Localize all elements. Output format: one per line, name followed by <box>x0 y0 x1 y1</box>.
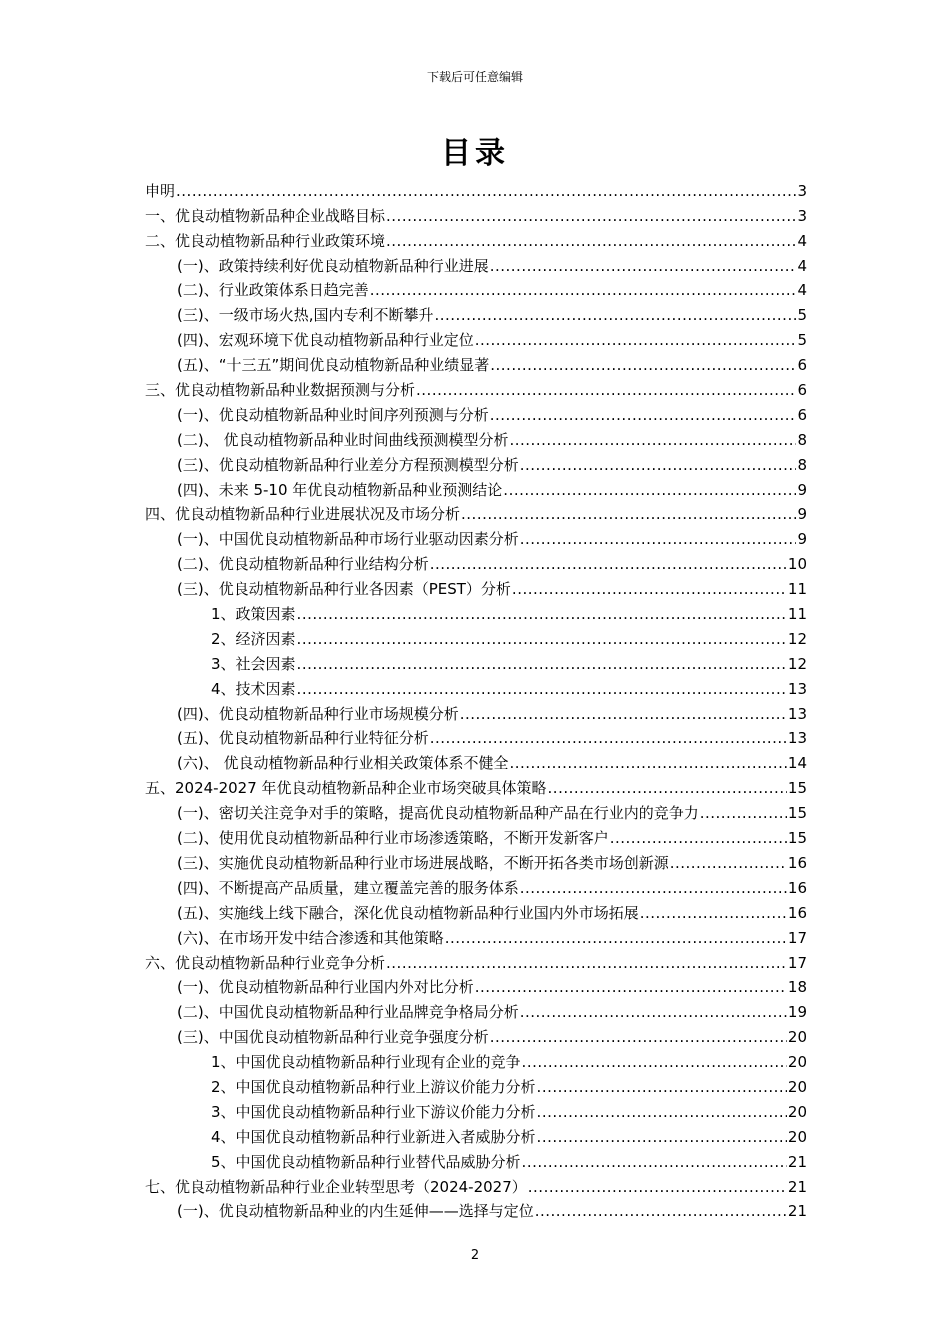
toc-entry-title: (三)、中国优良动植物新品种行业竞争强度分析 <box>177 1028 489 1047</box>
toc-leader-dots <box>370 280 797 300</box>
toc-leader-dots <box>700 803 787 823</box>
toc-entry-title: 五、2024-2027 年优良动植物新品种企业市场突破具体策略 <box>145 779 547 798</box>
toc-entry[interactable] <box>145 176 807 201</box>
toc-entry-title: 申明 <box>145 181 176 200</box>
toc-leader-dots <box>386 953 787 973</box>
toc-entry[interactable] <box>145 748 807 773</box>
toc-leader-dots <box>386 206 796 226</box>
toc-entry[interactable] <box>145 201 807 226</box>
toc-leader-dots <box>537 1077 787 1097</box>
toc-entry-page: 17 <box>787 928 807 947</box>
toc-entry-title: 四、优良动植物新品种行业进展状况及市场分析 <box>145 505 461 524</box>
toc-entry-title: (五)、优良动植物新品种行业特征分析 <box>177 729 429 748</box>
toc-entry[interactable] <box>145 574 807 599</box>
toc-entry[interactable] <box>145 624 807 649</box>
toc-leader-dots <box>520 878 787 898</box>
toc-entry-title: (三)、优良动植物新品种行业各因素（PEST）分析 <box>177 580 511 599</box>
toc-entry-page: 12 <box>787 629 807 648</box>
toc-leader-dots <box>445 928 787 948</box>
toc-leader-dots <box>537 1102 787 1122</box>
toc-entry-page: 20 <box>787 1102 807 1121</box>
toc-entry[interactable] <box>145 549 807 574</box>
toc-entry-title: (三)、优良动植物新品种行业差分方程预测模型分析 <box>177 455 519 474</box>
toc-entry[interactable] <box>145 276 807 301</box>
toc-entry-page: 12 <box>787 654 807 673</box>
toc-entry-title: (六)、在市场开发中结合渗透和其他策略 <box>177 928 444 947</box>
toc-leader-dots <box>509 430 796 450</box>
page-number: 2 <box>470 1248 480 1263</box>
toc-entry-title: (四)、优良动植物新品种行业市场规模分析 <box>177 704 459 723</box>
toc-entry[interactable] <box>145 798 807 823</box>
toc-entry[interactable] <box>145 524 807 549</box>
header-note: 下载后可任意编辑 <box>426 70 523 84</box>
toc-leader-dots <box>610 828 787 848</box>
toc-entry-title: (六)、 优良动植物新品种行业相关政策体系不健全 <box>177 754 509 773</box>
toc-entry-title: (四)、未来 5-10 年优良动植物新品种业预测结论 <box>177 480 503 499</box>
toc-leader-dots <box>520 455 797 475</box>
toc-leader-dots <box>475 330 797 350</box>
toc-leader-dots <box>416 380 796 400</box>
toc-entry-page: 6 <box>797 381 807 400</box>
toc-entry[interactable] <box>145 699 807 724</box>
toc-entry-page: 16 <box>787 853 807 872</box>
toc-leader-dots <box>640 903 787 923</box>
toc-entry[interactable] <box>145 350 807 375</box>
toc-leader-dots <box>520 1002 787 1022</box>
toc-entry-title: 二、优良动植物新品种行业政策环境 <box>145 231 386 250</box>
toc-entry[interactable] <box>145 400 807 425</box>
toc-entry[interactable] <box>145 724 807 749</box>
toc-entry[interactable] <box>145 1197 807 1222</box>
toc-entry[interactable] <box>145 674 807 699</box>
toc-entry-page: 19 <box>787 1003 807 1022</box>
toc-entry-title: (二)、使用优良动植物新品种行业市场渗透策略，不断开发新客户 <box>177 829 609 848</box>
toc-leader-dots <box>475 977 787 997</box>
toc-entry-title: 七、优良动植物新品种行业企业转型思考（2024-2027） <box>145 1177 527 1196</box>
toc-entry-title: 3、社会因素 <box>211 654 296 673</box>
toc-entry-title: 1、中国优良动植物新品种行业现有企业的竞争 <box>211 1053 521 1072</box>
toc-title: 目录 <box>441 136 509 171</box>
toc-entry-page: 21 <box>787 1152 807 1171</box>
toc-entry[interactable] <box>145 997 807 1022</box>
toc-entry-title: 5、中国优良动植物新品种行业替代品威胁分析 <box>211 1152 521 1171</box>
toc-entry-page: 13 <box>787 679 807 698</box>
toc-entry[interactable] <box>145 823 807 848</box>
toc-entry-title: (四)、不断提高产品质量，建立覆盖完善的服务体系 <box>177 878 519 897</box>
toc-entry-title: (一)、政策持续利好优良动植物新品种行业进展 <box>177 256 489 275</box>
toc-leader-dots <box>430 554 787 574</box>
toc-leader-dots <box>670 853 787 873</box>
toc-entry-page: 14 <box>787 754 807 773</box>
toc-leader-dots <box>490 355 796 375</box>
toc-entry-page: 9 <box>797 505 807 524</box>
toc-leader-dots <box>522 1052 787 1072</box>
toc-leader-dots <box>490 405 797 425</box>
toc-entry-title: (三)、实施优良动植物新品种行业市场进展战略，不断开拓各类市场创新源 <box>177 853 669 872</box>
toc-leader-dots <box>430 728 787 748</box>
toc-entry-title: (二)、优良动植物新品种行业结构分析 <box>177 555 429 574</box>
toc-entry-title: (一)、密切关注竞争对手的策略，提高优良动植物新品种产品在行业内的竞争力 <box>177 804 699 823</box>
toc-entry[interactable] <box>145 1047 807 1072</box>
toc-entry[interactable] <box>145 226 807 251</box>
toc-entry-page: 20 <box>787 1127 807 1146</box>
toc-entry-page: 8 <box>797 430 807 449</box>
toc-entry-title: 4、技术因素 <box>211 679 296 698</box>
toc-leader-dots <box>297 654 787 674</box>
toc-entry-title: (二)、行业政策体系日趋完善 <box>177 281 369 300</box>
toc-leader-dots <box>460 704 787 724</box>
toc-leader-dots <box>528 1177 787 1197</box>
toc-leader-dots <box>535 1201 787 1221</box>
toc-entry-page: 20 <box>787 1028 807 1047</box>
toc-leader-dots <box>490 1027 787 1047</box>
toc-entry-page: 11 <box>787 580 807 599</box>
toc-entry-page: 4 <box>797 256 807 275</box>
toc-entry-page: 21 <box>787 1202 807 1221</box>
toc-leader-dots <box>522 1152 787 1172</box>
toc-entry-title: 六、优良动植物新品种行业竞争分析 <box>145 953 386 972</box>
toc-entry-page: 5 <box>797 306 807 325</box>
toc-entry[interactable] <box>145 973 807 998</box>
toc-leader-dots <box>503 480 796 500</box>
toc-entry-title: (五)、“十三五”期间优良动植物新品种业绩显著 <box>177 356 490 375</box>
toc-entry-page: 6 <box>797 405 807 424</box>
toc-entry-title: (三)、一级市场火热,国内专利不断攀升 <box>177 306 434 325</box>
toc-entry-title: (一)、优良动植物新品种行业国内外对比分析 <box>177 978 474 997</box>
toc-entry-page: 9 <box>797 480 807 499</box>
toc-entry[interactable] <box>145 251 807 276</box>
toc-entry[interactable] <box>145 599 807 624</box>
toc-leader-dots <box>490 256 797 276</box>
toc-entry-page: 16 <box>787 878 807 897</box>
toc-leader-dots <box>461 504 796 524</box>
toc-entry-page: 17 <box>787 953 807 972</box>
toc-entry-page: 16 <box>787 903 807 922</box>
toc-entry[interactable] <box>145 300 807 325</box>
toc-entry[interactable] <box>145 873 807 898</box>
toc-entry-title: 1、政策因素 <box>211 605 296 624</box>
toc-entry[interactable] <box>145 1147 807 1172</box>
toc-entry[interactable] <box>145 848 807 873</box>
toc-entry[interactable] <box>145 325 807 350</box>
toc-entry[interactable] <box>145 450 807 475</box>
toc-entry-page: 15 <box>787 804 807 823</box>
toc-entry-page: 9 <box>797 530 807 549</box>
toc-leader-dots <box>509 753 786 773</box>
toc-entry-page: 13 <box>787 704 807 723</box>
toc-entry-page: 20 <box>787 1053 807 1072</box>
toc-leader-dots <box>176 181 796 201</box>
toc-entry[interactable] <box>145 898 807 923</box>
toc-entry-title: 一、优良动植物新品种企业战略目标 <box>145 206 386 225</box>
toc-entry-title: (五)、实施线上线下融合，深化优良动植物新品种行业国内外市场拓展 <box>177 903 639 922</box>
toc-entry-page: 11 <box>787 605 807 624</box>
toc-entry-page: 13 <box>787 729 807 748</box>
toc-entry[interactable] <box>145 923 807 948</box>
toc-entry-title: 三、优良动植物新品种业数据预测与分析 <box>145 381 416 400</box>
toc-entry[interactable] <box>145 425 807 450</box>
toc-entry-page: 8 <box>797 455 807 474</box>
toc-entry-title: 2、经济因素 <box>211 629 296 648</box>
toc-entry-page: 3 <box>797 181 807 200</box>
toc-entry[interactable] <box>145 1072 807 1097</box>
toc-entry-page: 4 <box>797 281 807 300</box>
toc-entry-page: 18 <box>787 978 807 997</box>
toc-leader-dots <box>297 604 787 624</box>
toc-entry[interactable] <box>145 1097 807 1122</box>
toc-entry-page: 15 <box>787 779 807 798</box>
toc-leader-dots <box>520 529 797 549</box>
toc-entry-title: (一)、优良动植物新品种业的内生延伸——选择与定位 <box>177 1202 534 1221</box>
toc-entry-title: (二)、中国优良动植物新品种行业品牌竞争格局分析 <box>177 1003 519 1022</box>
toc-entry-page: 3 <box>797 206 807 225</box>
toc-leader-dots <box>548 778 787 798</box>
toc-entry-title: (一)、优良动植物新品种业时间序列预测与分析 <box>177 405 489 424</box>
toc-leader-dots <box>512 579 787 599</box>
toc-entry[interactable] <box>145 773 807 798</box>
toc-leader-dots <box>386 231 796 251</box>
toc-entry[interactable] <box>145 475 807 500</box>
toc-entry-title: 4、中国优良动植物新品种行业新进入者威胁分析 <box>211 1127 536 1146</box>
toc-entry[interactable] <box>145 500 807 525</box>
toc-entry-title: (二)、 优良动植物新品种业时间曲线预测模型分析 <box>177 430 509 449</box>
toc-entry-page: 21 <box>787 1177 807 1196</box>
toc-leader-dots <box>434 305 796 325</box>
toc-entry-title: (一)、中国优良动植物新品种市场行业驱动因素分析 <box>177 530 519 549</box>
toc-entry-title: (四)、宏观环境下优良动植物新品种行业定位 <box>177 331 474 350</box>
toc-entry[interactable] <box>145 1172 807 1197</box>
toc-entry-page: 4 <box>797 231 807 250</box>
toc-entry-page: 6 <box>797 356 807 375</box>
toc-leader-dots <box>297 679 787 699</box>
toc-entry-page: 20 <box>787 1077 807 1096</box>
toc-entry[interactable] <box>145 948 807 973</box>
toc-entry-page: 10 <box>787 555 807 574</box>
toc-leader-dots <box>537 1127 787 1147</box>
toc-entry-title: 2、中国优良动植物新品种行业上游议价能力分析 <box>211 1077 536 1096</box>
table-of-contents <box>145 176 807 1221</box>
toc-leader-dots <box>297 629 787 649</box>
toc-entry[interactable] <box>145 649 807 674</box>
toc-entry[interactable] <box>145 375 807 400</box>
toc-entry-title: 3、中国优良动植物新品种行业下游议价能力分析 <box>211 1102 536 1121</box>
toc-entry[interactable] <box>145 1122 807 1147</box>
toc-entry-page: 5 <box>797 331 807 350</box>
toc-entry[interactable] <box>145 1022 807 1047</box>
toc-entry-page: 15 <box>787 829 807 848</box>
